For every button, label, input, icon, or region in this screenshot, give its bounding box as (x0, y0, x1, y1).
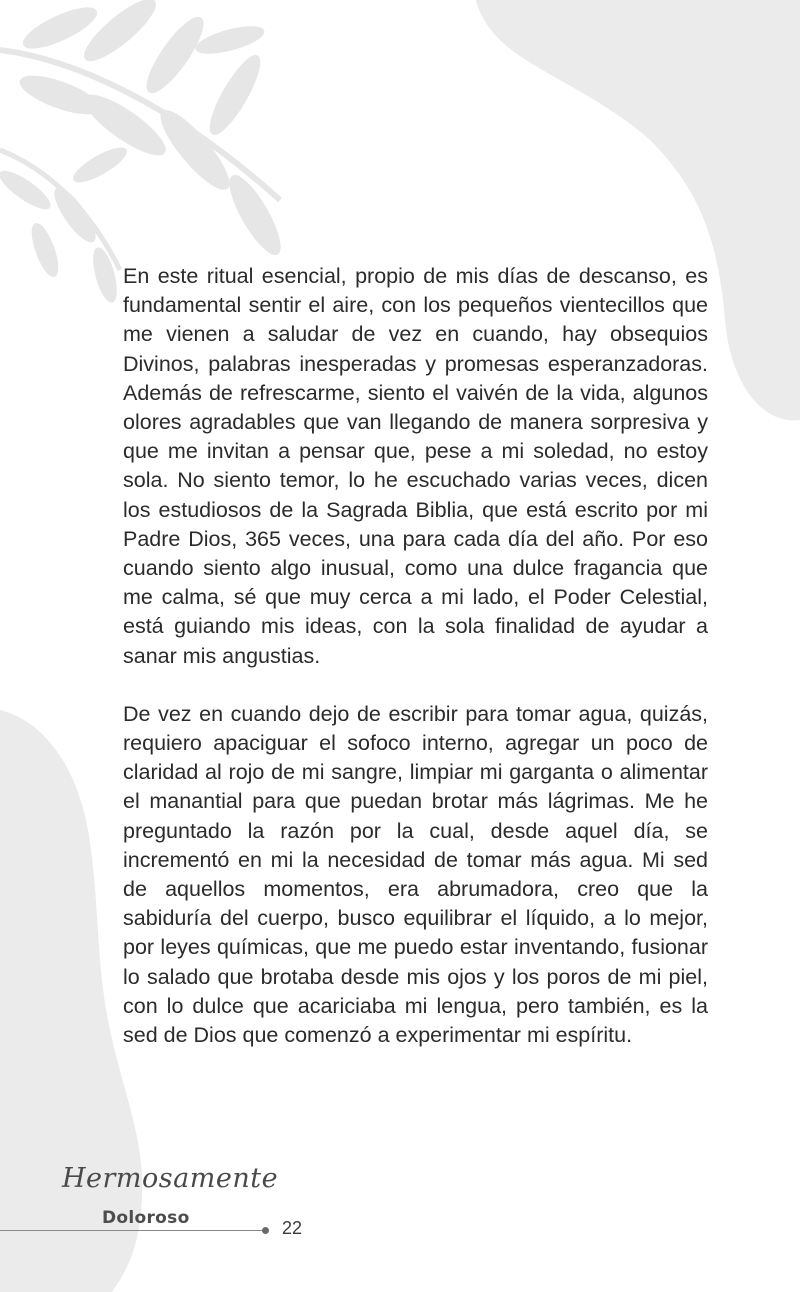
page-number: 22 (282, 1218, 303, 1238)
paragraph: De vez en cuando dejo de escribir para tomar agua, quizás, requiero apaciguar el sofoco interno, agregar un poco de claridad al rojo de mi sangre, limpiar mi garganta o alimentar el manantial para que puedan brotar más lágrimas. Me he preguntado la razón por la cual, desde aquel día, se incrementó en mi la necesidad de tomar más agua. Mi sed de aquellos momentos, era abrumadora, creo que la sabiduría del cuerpo, busco equilibrar el líquido, a lo mejor, por leyes químicas, que me puedo estar inventando, fusionar lo salado que brotaba desde mis ojos y los poros de mi piel, con lo dulce que acariciaba mi lengua, pero también, es la sed de Dios que comenzó a experimentar mi espíritu. (123, 701, 708, 1048)
body-text (123, 262, 708, 1050)
paragraph: En este ritual esencial, propio de mis días de descanso, es fundamental sentir el aire, con los pequeños vientecillos que me vienen a saludar de vez en cuando, hay obsequios Divinos, palabras inesperadas y promesas esperanzadoras. Además de refrescarme, siento el vaivén de la vida, algunos olores agradables que van llegando de manera sorpresiva y que me invitan a pensar que, pese a mi soledad, no estoy sola. No siento temor, lo he escuchado varias veces, dicen los estudiosos de la Sagrada Biblia, que está escrito por mi Padre Dios, 365 veces, una para cada día del año. Por eso cuando siento algo inusual, como una dulce fragancia que me calma, sé que muy cerca a mi lado, el Poder Celestial, está guiando mis ideas, con la sola finalidad de ayudar a sanar mis angustias. (123, 264, 708, 668)
logo-script-text: Hermosamente (62, 1163, 279, 1194)
leaf-branch (0, 0, 289, 304)
footer-divider (0, 1230, 266, 1231)
footer-dot (262, 1227, 269, 1234)
logo-subtitle: Doloroso (102, 1208, 190, 1228)
bottom-left-blob (0, 710, 142, 1292)
